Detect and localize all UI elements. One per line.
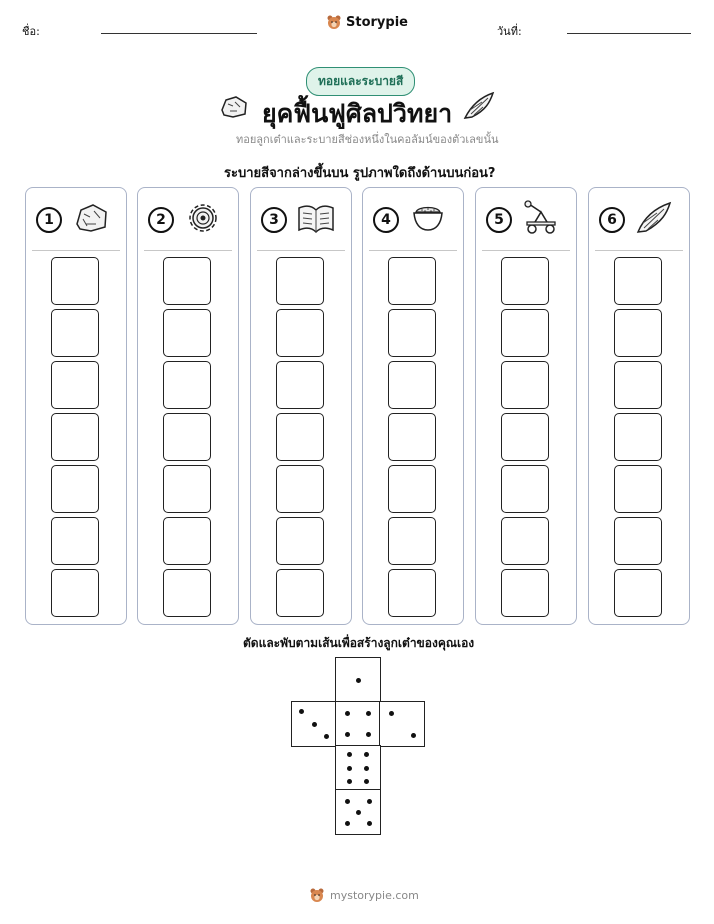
color-box[interactable] xyxy=(276,309,324,357)
color-box[interactable] xyxy=(163,309,211,357)
gear-icon xyxy=(183,200,223,236)
bowl-icon xyxy=(408,200,448,236)
wing-icon xyxy=(462,90,496,122)
dice-pip xyxy=(364,766,369,771)
color-box[interactable] xyxy=(276,413,324,461)
column-header xyxy=(589,188,689,250)
column-divider xyxy=(32,250,120,251)
dice-pip xyxy=(345,711,350,716)
column-divider xyxy=(369,250,457,251)
stone-icon xyxy=(71,200,111,236)
color-box[interactable] xyxy=(51,309,99,357)
column-header xyxy=(138,188,238,250)
column-1 xyxy=(25,187,127,625)
dice-face-1 xyxy=(335,657,381,703)
color-box[interactable] xyxy=(276,465,324,513)
color-box[interactable] xyxy=(614,257,662,305)
column-header xyxy=(363,188,463,250)
date-line[interactable] xyxy=(567,33,691,34)
activity-badge: ทอยและระบายสี xyxy=(306,67,415,96)
color-box[interactable] xyxy=(501,309,549,357)
color-box[interactable] xyxy=(163,517,211,565)
color-box[interactable] xyxy=(276,517,324,565)
dice-pip xyxy=(367,799,372,804)
question-text: ระบายสีจากล่างขึ้นบน รูปภาพใดถึงด้านบนก่อน? xyxy=(224,166,496,181)
dice-pip xyxy=(347,766,352,771)
column-2 xyxy=(137,187,239,625)
dice-pip xyxy=(356,678,361,683)
color-box[interactable] xyxy=(614,413,662,461)
footer-url[interactable]: mystorypie.com xyxy=(330,888,419,902)
brand-logo xyxy=(326,14,408,30)
color-box[interactable] xyxy=(501,517,549,565)
column-header xyxy=(476,188,576,250)
color-box[interactable] xyxy=(388,309,436,357)
color-box[interactable] xyxy=(501,361,549,409)
color-box[interactable] xyxy=(501,413,549,461)
dice-pip xyxy=(345,799,350,804)
dice-pip xyxy=(347,752,352,757)
column-6 xyxy=(588,187,690,625)
color-box[interactable] xyxy=(276,569,324,617)
color-box[interactable] xyxy=(501,257,549,305)
dice-face-5 xyxy=(335,789,381,835)
color-box[interactable] xyxy=(51,361,99,409)
color-box[interactable] xyxy=(388,517,436,565)
dice-pip xyxy=(312,722,317,727)
column-number: 6 xyxy=(599,207,625,233)
color-box[interactable] xyxy=(614,465,662,513)
column-5 xyxy=(475,187,577,625)
dice-pip xyxy=(347,779,352,784)
column-divider xyxy=(257,250,345,251)
dice-pip xyxy=(364,779,369,784)
dice-pip xyxy=(345,732,350,737)
page-subtitle: ทอยลูกเต๋าและระบายสีช่องหนึ่งในคอลัมน์ของตัวเลขนั้น xyxy=(236,133,499,146)
dice-face-6 xyxy=(335,745,381,791)
column-number: 2 xyxy=(148,207,174,233)
date-label: วันที่: xyxy=(497,25,522,38)
color-box[interactable] xyxy=(163,569,211,617)
brand-name: Storypie xyxy=(346,14,408,30)
color-box[interactable] xyxy=(51,517,99,565)
color-box[interactable] xyxy=(276,257,324,305)
column-number: 1 xyxy=(36,207,62,233)
page-title: ยุคฟื้นฟูศิลปวิทยา xyxy=(262,99,453,128)
dice-face-2 xyxy=(379,701,425,747)
column-number: 3 xyxy=(261,207,287,233)
color-box[interactable] xyxy=(163,257,211,305)
bear-icon xyxy=(326,14,342,30)
dice-pip xyxy=(324,734,329,739)
book-icon xyxy=(296,200,336,236)
color-box[interactable] xyxy=(163,361,211,409)
dice-face-4 xyxy=(335,701,381,747)
color-box[interactable] xyxy=(51,413,99,461)
color-box[interactable] xyxy=(388,569,436,617)
color-box[interactable] xyxy=(388,361,436,409)
color-box[interactable] xyxy=(51,569,99,617)
column-3 xyxy=(250,187,352,625)
column-divider xyxy=(144,250,232,251)
column-number: 4 xyxy=(373,207,399,233)
dice-pip xyxy=(389,711,394,716)
dice-pip xyxy=(366,711,371,716)
wing-icon xyxy=(634,200,674,236)
color-box[interactable] xyxy=(501,465,549,513)
color-box[interactable] xyxy=(276,361,324,409)
color-box[interactable] xyxy=(614,569,662,617)
dice-pip xyxy=(411,733,416,738)
color-box[interactable] xyxy=(163,465,211,513)
name-label: ชื่อ: xyxy=(22,25,40,38)
color-box[interactable] xyxy=(614,517,662,565)
column-header xyxy=(251,188,351,250)
color-box[interactable] xyxy=(51,257,99,305)
column-4 xyxy=(362,187,464,625)
dice-pip xyxy=(366,732,371,737)
color-box[interactable] xyxy=(51,465,99,513)
color-box[interactable] xyxy=(501,569,549,617)
color-box[interactable] xyxy=(388,465,436,513)
name-line[interactable] xyxy=(101,33,257,34)
column-divider xyxy=(595,250,683,251)
column-divider xyxy=(482,250,570,251)
color-box[interactable] xyxy=(163,413,211,461)
cut-fold-instruction: ตัดและพับตามเส้นเพื่อสร้างลูกเต๋าของคุณเอง xyxy=(243,636,475,650)
column-header xyxy=(26,188,126,250)
color-box[interactable] xyxy=(614,361,662,409)
dice-pip xyxy=(299,709,304,714)
dice-pip xyxy=(364,752,369,757)
bear-icon xyxy=(309,887,325,903)
color-box[interactable] xyxy=(614,309,662,357)
dice-pip xyxy=(356,810,361,815)
dice-pip xyxy=(345,821,350,826)
stone-icon xyxy=(218,94,250,120)
footer xyxy=(309,887,419,903)
catapult-icon xyxy=(521,200,561,236)
color-box[interactable] xyxy=(388,413,436,461)
color-box[interactable] xyxy=(388,257,436,305)
column-number: 5 xyxy=(486,207,512,233)
dice-pip xyxy=(367,821,372,826)
dice-face-3 xyxy=(291,701,337,747)
